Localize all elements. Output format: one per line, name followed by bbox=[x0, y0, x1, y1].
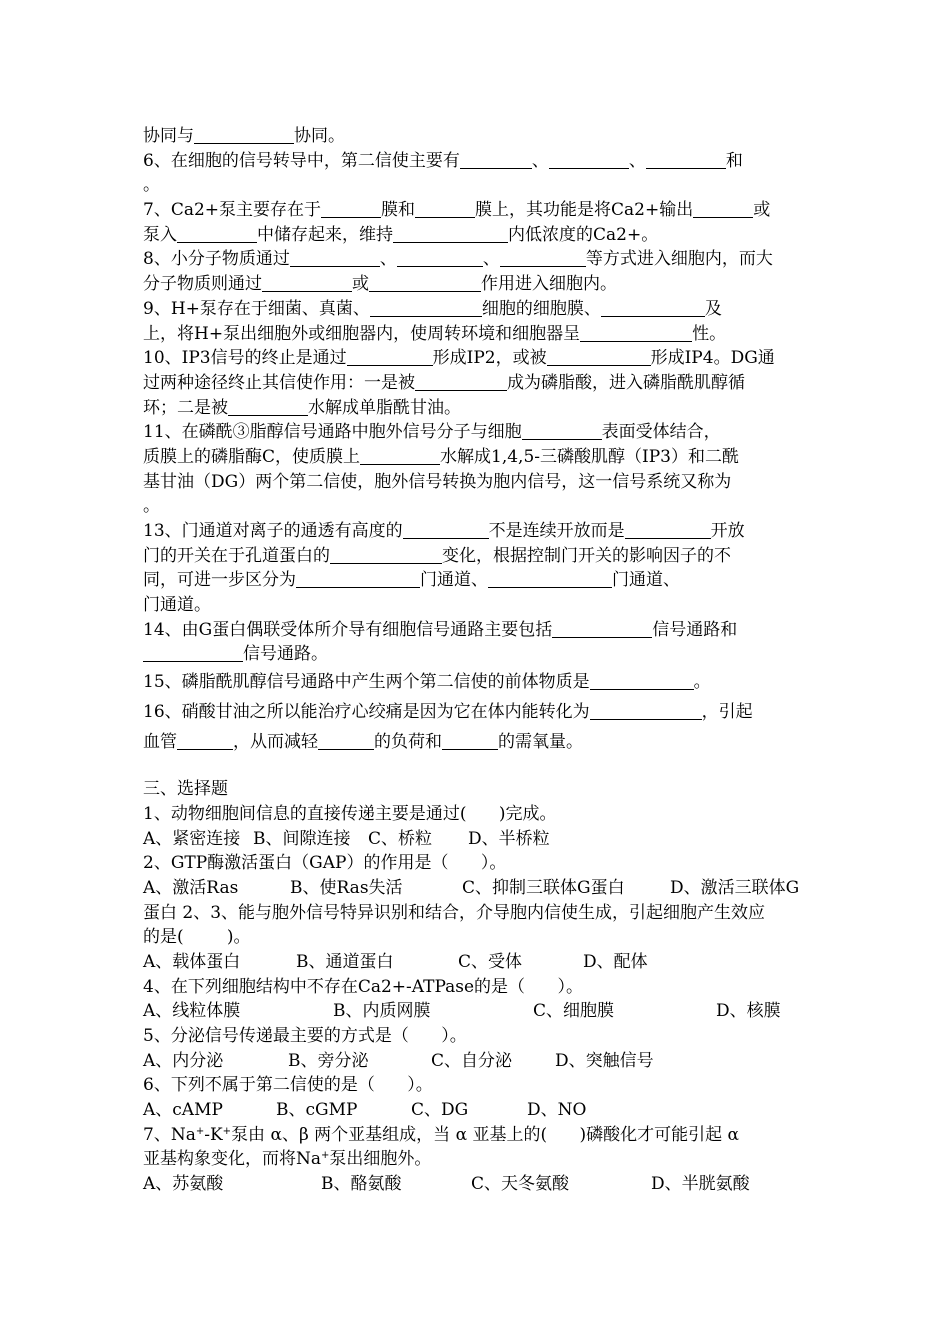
choice-4-options bbox=[143, 999, 807, 1024]
blank bbox=[290, 249, 380, 267]
text: 亚基构象变化，而将Na bbox=[143, 1149, 322, 1170]
text: 、 bbox=[482, 249, 500, 270]
option-b: B、内质网膜 bbox=[333, 1001, 431, 1022]
blank bbox=[590, 702, 702, 720]
blank bbox=[415, 200, 475, 218]
text: 协同与 bbox=[143, 126, 194, 146]
option-a: A、紧密连接 bbox=[143, 828, 241, 849]
blank bbox=[549, 151, 629, 169]
text: 上，将H+泵出细胞外或细胞器内，使周转环境和细胞器呈 bbox=[143, 323, 581, 344]
option-d: D、激活三联体G bbox=[670, 877, 800, 898]
text: 细胞的细胞膜、 bbox=[481, 298, 601, 319]
section-gap bbox=[143, 757, 807, 777]
text: 变化，根据控制门开关的影响因子的不 bbox=[442, 545, 731, 566]
text: 9、H+泵存在于细菌、真菌、 bbox=[143, 298, 370, 319]
text: 。 bbox=[143, 496, 160, 517]
choice-7-options bbox=[143, 1172, 807, 1197]
blank bbox=[590, 672, 694, 690]
choice-6: 6、下列不属于第二信使的是（ ）。 bbox=[143, 1075, 433, 1096]
text: 的需氧量。 bbox=[498, 732, 583, 753]
blank bbox=[369, 274, 481, 292]
text: 内低浓度的Ca2+。 bbox=[508, 224, 659, 245]
text: ，从而减轻 bbox=[233, 732, 318, 753]
text: 水解成1,4,5-三磷酸肌醇（IP3）和二酰 bbox=[440, 446, 739, 467]
text: 7、Na bbox=[143, 1124, 196, 1145]
question-6 bbox=[143, 149, 807, 174]
text: 水解成单脂酰甘油。 bbox=[308, 397, 461, 418]
text: 开放 bbox=[710, 521, 745, 541]
blank bbox=[403, 521, 489, 539]
option-d: D、NO bbox=[527, 1100, 587, 1121]
choice-6-options bbox=[143, 1098, 807, 1123]
blank bbox=[194, 126, 294, 144]
option-b: B、使Ras失活 bbox=[290, 877, 403, 898]
question-16-line-2 bbox=[143, 727, 807, 757]
text: 基甘油（DG）两个第二信使，胞外信号转换为胞内信号，这一信号系统又称为 bbox=[143, 471, 732, 492]
superscript: + bbox=[195, 1125, 205, 1137]
choice-2: 2、GTP酶激活蛋白（GAP）的作用是（ ）。 bbox=[143, 853, 507, 874]
text: 表面受体结合， bbox=[601, 422, 721, 443]
question-9-line-2 bbox=[143, 322, 807, 347]
option-b: B、酪氨酸 bbox=[321, 1174, 402, 1195]
text: 中储存起来，维持 bbox=[257, 224, 393, 245]
blank bbox=[488, 570, 612, 588]
blank bbox=[500, 249, 586, 267]
choice-5-options bbox=[143, 1049, 807, 1074]
blank bbox=[347, 348, 433, 366]
blank bbox=[296, 570, 420, 588]
option-b: B、间隙连接 bbox=[253, 828, 351, 849]
question-10-line-1 bbox=[143, 346, 807, 371]
choice-3-options bbox=[143, 950, 807, 975]
option-a: A、线粒体膜 bbox=[143, 1001, 241, 1022]
question-8-line-1 bbox=[143, 247, 807, 272]
option-c: C、抑制三联体G蛋白 bbox=[462, 877, 625, 898]
text: 信号通路。 bbox=[243, 644, 328, 665]
choice-1: 1、动物细胞间信息的直接传递主要是通过( )完成。 bbox=[143, 803, 557, 824]
text: 分子物质则通过 bbox=[143, 274, 262, 295]
text: 11、在磷酰③脂醇信号通路中胞外信号分子与细胞 bbox=[143, 422, 522, 443]
choice-2-continued: 蛋白 2、3、能与胞外信号特异识别和结合，介导胞内信使生成，引起细胞产生效应 bbox=[143, 902, 766, 923]
question-11-line-2 bbox=[143, 445, 807, 470]
option-b: B、cGMP bbox=[276, 1100, 358, 1121]
question-14-line-1 bbox=[143, 618, 807, 643]
option-d: D、突触信号 bbox=[555, 1050, 654, 1071]
option-a: A、苏氨酸 bbox=[143, 1174, 224, 1195]
question-9-line-1 bbox=[143, 297, 807, 322]
question-13-line-1 bbox=[143, 519, 807, 544]
text: 过两种途径终止其信使作用：一是被 bbox=[143, 372, 415, 393]
option-c: C、自分泌 bbox=[431, 1050, 513, 1071]
choice-4: 4、在下列细胞结构中不存在Ca2+-ATPase的是（ ）。 bbox=[143, 976, 583, 997]
blank bbox=[415, 373, 507, 391]
choice-2-options bbox=[143, 876, 807, 901]
option-a: A、内分泌 bbox=[143, 1050, 224, 1071]
text: 的负荷和 bbox=[374, 732, 442, 753]
choice-7-line-1 bbox=[143, 1123, 807, 1148]
question-11-line-4 bbox=[143, 494, 807, 519]
text: -K bbox=[204, 1124, 223, 1145]
text: 和 bbox=[725, 150, 743, 171]
text: 性。 bbox=[692, 323, 727, 344]
question-16-line-1 bbox=[143, 697, 807, 727]
option-d: D、半桥粒 bbox=[468, 828, 550, 849]
text: 16、硝酸甘油之所以能治疗心绞痛是因为它在体内能转化为 bbox=[143, 702, 590, 723]
blank bbox=[143, 644, 243, 662]
blank bbox=[693, 200, 753, 218]
text: 、 bbox=[379, 249, 397, 270]
text: 及 bbox=[704, 298, 722, 319]
text: 泵出细胞外。 bbox=[329, 1149, 432, 1170]
text: 或 bbox=[352, 274, 369, 295]
blank bbox=[262, 274, 352, 292]
text: 膜和 bbox=[381, 200, 416, 221]
question-8-line-2 bbox=[143, 272, 807, 297]
blank bbox=[177, 225, 257, 243]
option-c: C、天冬氨酸 bbox=[471, 1174, 570, 1195]
text: 或 bbox=[753, 200, 771, 221]
blank bbox=[318, 732, 374, 750]
choice-7-line-2 bbox=[143, 1147, 807, 1172]
text: 6、在细胞的信号转导中，第二信使主要有 bbox=[143, 150, 460, 171]
text: 。 bbox=[143, 175, 160, 196]
section-heading: 三、选择题 bbox=[143, 779, 228, 800]
blank bbox=[330, 546, 442, 564]
option-c: C、DG bbox=[411, 1100, 469, 1121]
text: 作用进入细胞内。 bbox=[481, 274, 617, 295]
text: 。 bbox=[693, 672, 711, 693]
text: 成为磷脂酸，进入磷脂酰肌醇循 bbox=[507, 372, 745, 393]
text: 10、IP3信号的终止是通过 bbox=[143, 348, 347, 369]
blank bbox=[228, 398, 308, 416]
blank bbox=[442, 732, 498, 750]
text: 、 bbox=[531, 150, 549, 171]
text: 门的开关在于孔道蛋白的 bbox=[143, 545, 330, 566]
blank bbox=[370, 299, 482, 317]
question-13-line-4 bbox=[143, 593, 807, 618]
text: 门通道、 bbox=[420, 570, 488, 591]
text: 环；二是被 bbox=[143, 397, 228, 418]
text: 13、门通道对离子的通透有高度的 bbox=[143, 521, 403, 541]
question-10-line-3 bbox=[143, 396, 807, 421]
question-15 bbox=[143, 667, 807, 697]
text: 血管 bbox=[143, 732, 177, 753]
blank bbox=[321, 200, 381, 218]
blank bbox=[547, 348, 651, 366]
text: 信号通路和 bbox=[652, 619, 738, 640]
blank bbox=[522, 422, 602, 440]
text: 形成IP4。DG通 bbox=[650, 348, 775, 369]
question-11-line-3 bbox=[143, 470, 807, 495]
text: 门通道、 bbox=[612, 570, 680, 591]
blank bbox=[460, 151, 532, 169]
question-7-line-2 bbox=[143, 223, 807, 248]
blank bbox=[646, 151, 726, 169]
text: 泵入 bbox=[143, 224, 177, 245]
question-10-line-2 bbox=[143, 371, 807, 396]
text: 15、磷脂酰肌醇信号通路中产生两个第二信使的前体物质是 bbox=[143, 672, 590, 693]
text: 同，可进一步区分为 bbox=[143, 570, 296, 591]
blank bbox=[625, 521, 711, 539]
superscript: + bbox=[321, 1150, 330, 1162]
question-13-line-2 bbox=[143, 544, 807, 569]
option-d: D、半胱氨酸 bbox=[651, 1174, 750, 1195]
text: 、 bbox=[628, 150, 646, 171]
option-c: C、受体 bbox=[458, 951, 523, 972]
text: 8、小分子物质通过 bbox=[143, 249, 290, 270]
text: 门通道。 bbox=[143, 595, 211, 616]
option-a: A、激活Ras bbox=[143, 877, 239, 898]
option-b: B、旁分泌 bbox=[288, 1050, 369, 1071]
option-a: A、载体蛋白 bbox=[143, 951, 241, 972]
option-b: B、通道蛋白 bbox=[296, 951, 394, 972]
text: 协同。 bbox=[294, 126, 345, 146]
text: 质膜上的磷脂酶C，使质膜上 bbox=[143, 446, 361, 467]
blank bbox=[360, 447, 440, 465]
question-6-end bbox=[143, 173, 807, 198]
option-a: A、cAMP bbox=[143, 1100, 223, 1121]
blank bbox=[397, 249, 483, 267]
text: 泵由 α、β 两个亚基组成，当 α 亚基上的( )磷酸化才可能引起 α bbox=[231, 1124, 740, 1145]
question-14-line-2 bbox=[143, 642, 807, 667]
text: 14、由G蛋白偶联受体所介导有细胞信号通路主要包括 bbox=[143, 619, 553, 640]
text: ，引起 bbox=[701, 702, 753, 723]
blank bbox=[552, 620, 652, 638]
choice-5: 5、分泌信号传递最主要的方式是（ ）。 bbox=[143, 1026, 467, 1046]
option-d: D、配体 bbox=[583, 951, 648, 972]
blank bbox=[177, 732, 233, 750]
text: 7、Ca2+泵主要存在于 bbox=[143, 200, 322, 221]
option-c: C、细胞膜 bbox=[533, 1001, 615, 1022]
question-7-line-1 bbox=[143, 198, 807, 223]
question-13-line-3 bbox=[143, 568, 807, 593]
fill-line-1 bbox=[143, 124, 807, 149]
choice-1-options bbox=[143, 827, 807, 852]
blank bbox=[580, 324, 692, 342]
blank bbox=[601, 299, 705, 317]
option-c: C、桥粒 bbox=[368, 828, 433, 849]
question-11-line-1 bbox=[143, 420, 807, 445]
choice-3-end: 的是( )。 bbox=[143, 927, 251, 948]
text: 不是连续开放而是 bbox=[488, 521, 625, 541]
text: 形成IP2，或被 bbox=[432, 348, 547, 369]
text: 等方式进入细胞内，而大 bbox=[585, 249, 773, 270]
superscript: + bbox=[222, 1125, 232, 1137]
document-page bbox=[143, 124, 807, 1197]
text: 膜上，其功能是将Ca2+输出 bbox=[475, 200, 694, 221]
option-d: D、核膜 bbox=[716, 1001, 781, 1022]
blank bbox=[393, 225, 508, 243]
